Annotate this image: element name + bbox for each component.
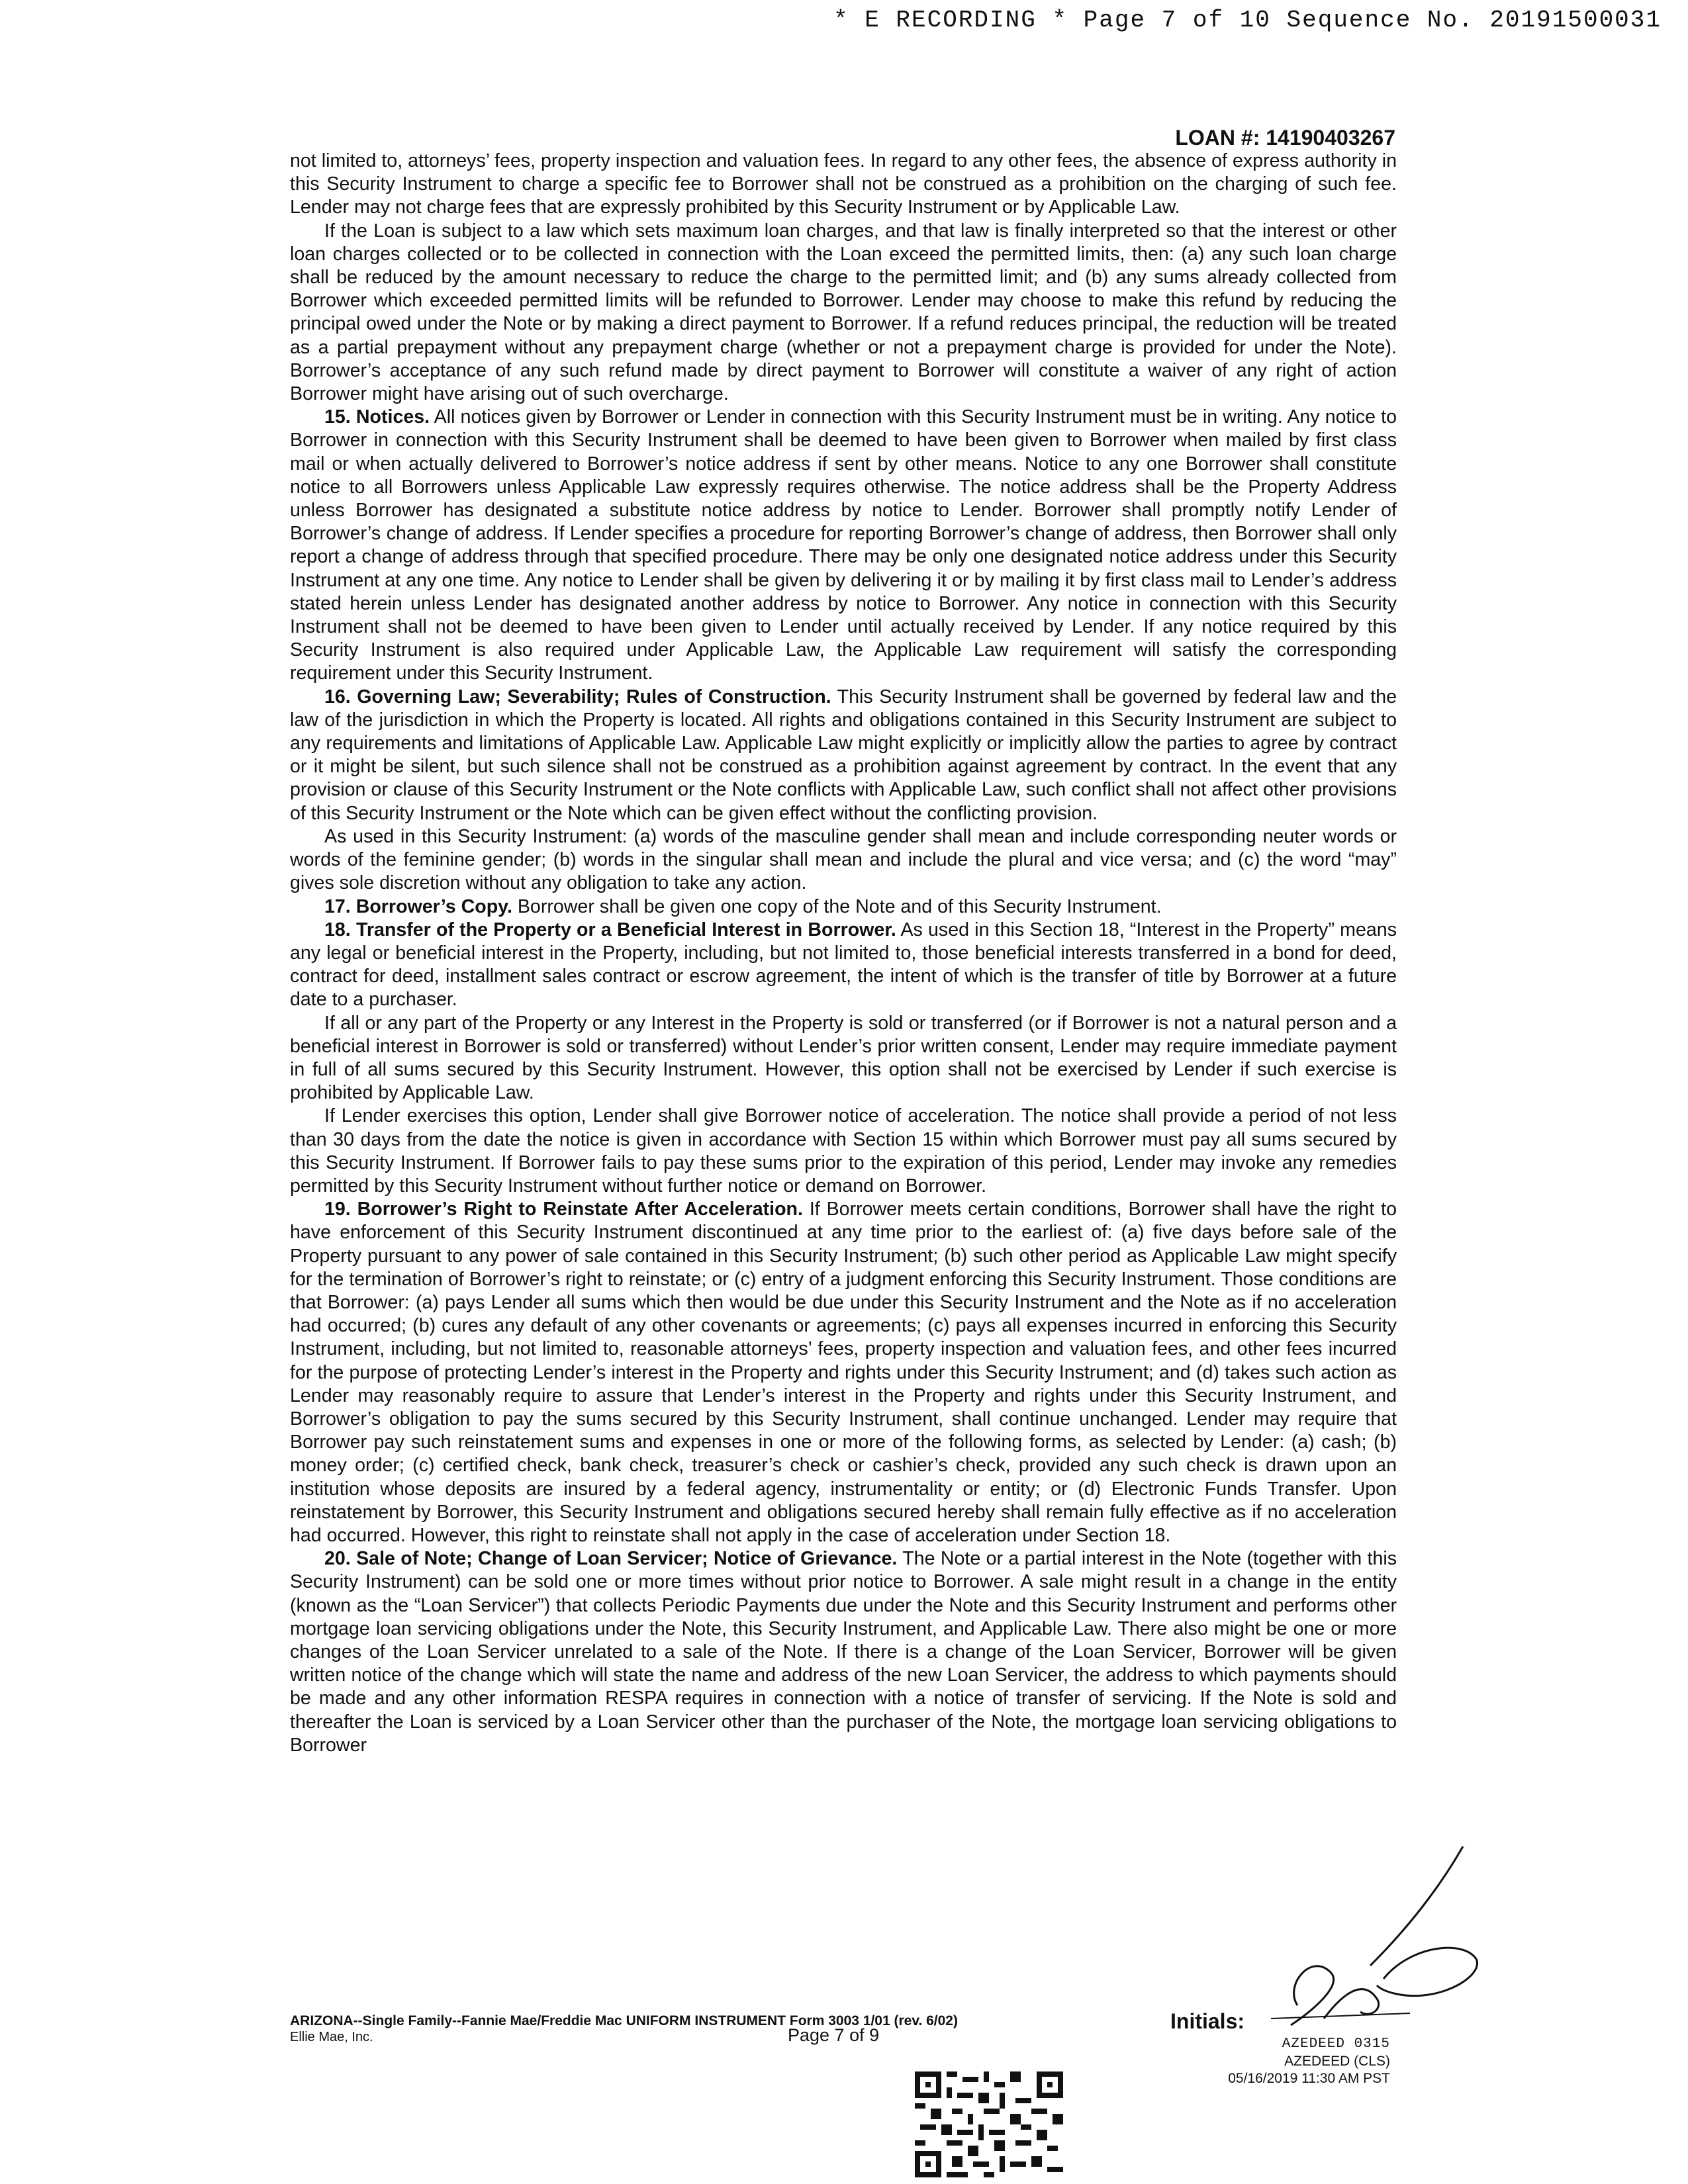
document-stamp <box>1165 2036 1390 2087</box>
initials-label: Initials: <box>1170 2009 1245 2033</box>
stamp-name: AZEDEED (CLS) <box>1284 2054 1390 2069</box>
section-17-text: Borrower shall be given one copy of the Note and of this Security Instrument. <box>512 895 1162 917</box>
stamp-date: 05/16/2019 11:30 AM PST <box>1228 2071 1390 2086</box>
section-19-text: If Borrower meets certain conditions, Borrower shall have the right to have enforcement of this Security Instrument discontinued at any time prior to the earliest of: (a) five days before sale of the Property pursuant to any power of sale contained in this Security Instrument; (b) such other period as Applicable Law might specify for the termination of Borrower’s right to reinstate; or (c) entry of a judgment enforcing this Security Instrument. Those conditions are that Borrower: (a) pays Lender all sums which then would be due under this Security Instrument and the Note as if no acceleration had occurred; (b) cures any default of any other covenants or agreements; (c) pays all expenses incurred in enforcing this Security Instrument, including, but not limited to, reasonable attorneys’ fees, property inspection and valuation fees, and other fees incurred for the purpose of protecting Lender’s interest in the Property and rights under this Security Instrument; and (d) takes such action as Lender may reasonably require to assure that Lender’s interest in the Property and rights under this Security Instrument, and Borrower’s obligation to pay the sums secured by this Security Instrument, shall continue unchanged. Lender may require that Borrower pay such reinstatement sums and expenses in one or more of the following forms, as selected by Lender: (a) cash; (b) money order; (c) certified check, bank check, treasurer’s check or cashier’s check, provided any such check is drawn upon an institution whose deposits are insured by a federal agency, instrumentality or entity; or (d) Electronic Funds Transfer. Upon reinstatement by Borrower, this Security Instrument and obligations secured hereby shall remain fully effective as if no acceleration had occurred. However, this right to reinstate shall not apply in the case of acceleration under Section 18. <box>290 1199 1397 1546</box>
section-15 <box>290 406 1397 685</box>
signature-initials <box>1211 1840 1489 2038</box>
page-number: Page 7 of 9 <box>788 2025 880 2045</box>
company-name: Ellie Mae, Inc. <box>290 2030 373 2044</box>
loan-number: LOAN #: 14190403267 <box>1175 126 1395 150</box>
recording-header: * E RECORDING * Page 7 of 10 Sequence No. 20191500031 <box>833 7 1662 34</box>
section-20 <box>290 1547 1397 1757</box>
paragraph-fees-cont: not limited to, attorneys’ fees, property inspection and valuation fees. In regard to any other fees, the absence of express authority in this Security Instrument to charge a specific fee to Borrower shall not be construed as a prohibition on the charging of such fee. Lender may not charge fees that are expressly prohibited by this Security Instrument or by Applicable Law. <box>290 150 1397 218</box>
section-19 <box>290 1198 1397 1547</box>
section-17-heading: 17. Borrower’s Copy. <box>324 895 512 917</box>
section-20-text: The Note or a partial interest in the Note (together with this Security Instrument) can be sold one or more times without prior notice to Borrower. A sale might result in a change in the entity (known as the “Loan Servicer”) that collects Periodic Payments due under the Note and this Security Instrument and performs other mortgage loan servicing obligations under the Note, this Security Instrument, and Applicable Law. There also might be one or more changes of the Loan Servicer unrelated to a sale of the Note. If there is a change of the Loan Servicer, Borrower will be given written notice of the change which will state the name and address of the new Loan Servicer, the address to which payments should be made and any other information RESPA requires in connection with a notice of transfer of servicing. If the Note is sold and thereafter the Loan is serviced by a Loan Servicer other than the purchaser of the Note, the mortgage loan servicing obligations to Borrower <box>290 1548 1397 1756</box>
section-15-text: All notices given by Borrower or Lender in connection with this Security Instrument must be in writing. Any notice to Borrower in connection with this Security Instrument shall be deemed to have been given to Borrower when mailed by first class mail or when actually delivered to Borrower’s notice address if sent by other means. Notice to any one Borrower shall constitute notice to all Borrowers unless Applicable Law expressly requires otherwise. The notice address shall be the Property Address unless Borrower has designated a substitute notice address by notice to Lender. Borrower shall promptly notify Lender of Borrower’s change of address. If Lender specifies a procedure for reporting Borrower’s change of address, then Borrower shall only report a change of address through that specified procedure. There may be only one designated notice address under this Security Instrument at any one time. Any notice to Lender shall be given by delivering it or by mailing it by first class mail to Lender’s address stated herein unless Lender has designated another address by notice to Borrower. Any notice in connection with this Security Instrument shall not be deemed to have been given to Lender until actually received by Lender. If any notice required by this Security Instrument is also required under Applicable Law, the Applicable Law requirement will satisfy the corresponding requirement under this Security Instrument. <box>290 406 1397 684</box>
document-body <box>290 150 1397 1757</box>
section-18-paragraph-3: If Lender exercises this option, Lender shall give Borrower notice of acceleration. The notice shall provide a period of not less than 30 days from the date the notice is given in accordance with Section 15 within which Borrower must pay all sums secured by this Security Instrument. If Borrower fails to pay these sums prior to the expiration of this period, Lender may invoke any remedies permitted by this Security Instrument without further notice or demand on Borrower. <box>290 1105 1397 1197</box>
section-16-paragraph-2: As used in this Security Instrument: (a) words of the masculine gender shall mean and include corresponding neuter words or words of the feminine gender; (b) words in the singular shall mean and include the plural and vice versa; and (c) the word “may” gives sole discretion without any obligation to take any action. <box>290 825 1397 894</box>
section-19-heading: 19. Borrower’s Right to Reinstate After Acceleration. <box>324 1199 803 1220</box>
section-17 <box>290 895 1397 919</box>
paragraph-loan-charges: If the Loan is subject to a law which sets maximum loan charges, and that law is finally interpreted so that the interest or other loan charges collected or to be collected in connection with the Loan exceed the permitted limits, then: (a) any such loan charge shall be reduced by the amount necessary to reduce the charge to the permitted limit; and (b) any sums already collected from Borrower which exceeded permitted limits will be refunded to Borrower. Lender may choose to make this refund by reducing the principal owed under the Note or by making a direct payment to Borrower. If a refund reduces principal, the reduction will be treated as a partial prepayment without any prepayment charge (whether or not a prepayment charge is provided for under the Note). Borrower’s acceptance of any such refund made by direct payment to Borrower will constitute a waiver of any right of action Borrower might have arising out of such overcharge. <box>290 220 1397 405</box>
section-16 <box>290 686 1397 825</box>
section-20-heading: 20. Sale of Note; Change of Loan Servicer; Notice of Grievance. <box>324 1548 898 1570</box>
qr-barcode <box>915 2071 1063 2177</box>
section-18-paragraph-2: If all or any part of the Property or any Interest in the Property is sold or transferred (or if Borrower is not a natural person and a beneficial interest in Borrower is sold or transferred) without Lender’s prior written consent, Lender may require immediate payment in full of all sums secured by this Security Instrument. However, this option shall not be exercised by Lender if such exercise is prohibited by Applicable Law. <box>290 1012 1397 1104</box>
form-identifier: ARIZONA--Single Family--Fannie Mae/Freddie Mac UNIFORM INSTRUMENT Form 3003 1/01 (rev. 6/02) <box>290 2013 958 2028</box>
section-15-heading: 15. Notices. <box>324 406 430 428</box>
section-18-text: As used in this Section 18, “Interest in the Property” means any legal or beneficial interest in the Property, including, but not limited to, those beneficial interests transferred in a bond for deed, contract for deed, installment sales contract or escrow agreement, the intent of which is the transfer of title by Borrower at a future date to a purchaser. <box>290 919 1397 1011</box>
section-18-heading: 18. Transfer of the Property or a Beneficial Interest in Borrower. <box>324 919 896 940</box>
section-18 <box>290 919 1397 1012</box>
stamp-code: AZEDEED 0315 <box>1282 2036 1390 2052</box>
section-16-heading: 16. Governing Law; Severability; Rules of Construction. <box>324 686 831 707</box>
section-16-text: This Security Instrument shall be governed by federal law and the law of the jurisdiction in which the Property is located. All rights and obligations contained in this Security Instrument are subject to any requirements and limitations of Applicable Law. Applicable Law might explicitly or implicitly allow the parties to agree by contract or it might be silent, but such silence shall not be construed as a prohibition against agreement by contract. In the event that any provision or clause of this Security Instrument or the Note conflicts with Applicable Law, such conflict shall not affect other provisions of this Security Instrument or the Note which can be given effect without the conflicting provision. <box>290 686 1397 824</box>
